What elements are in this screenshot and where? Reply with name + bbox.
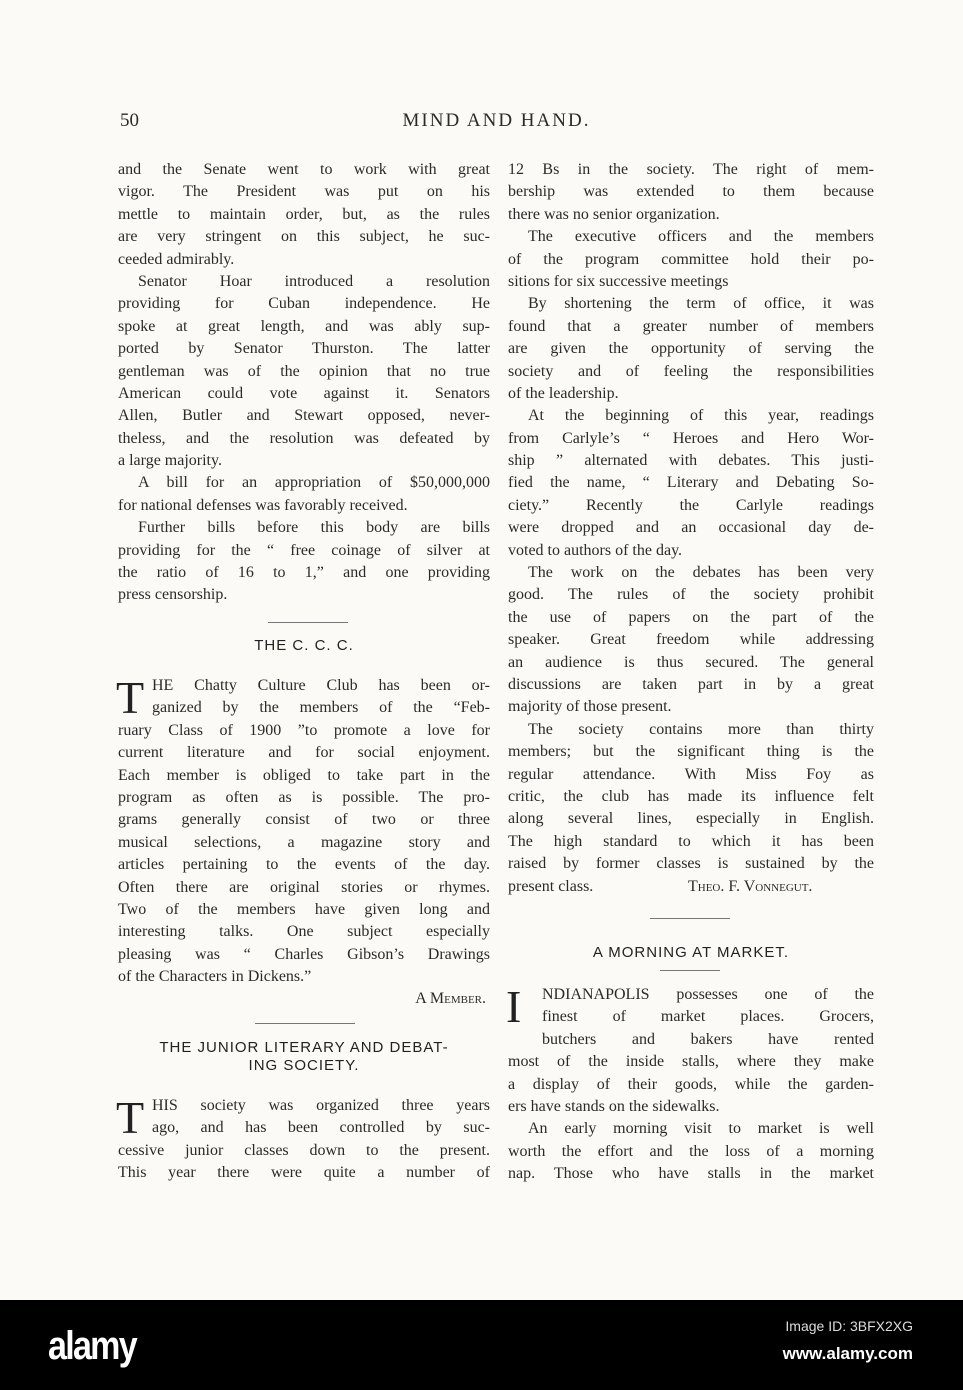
paragraph: [118, 159, 490, 271]
drop-cap: I: [506, 981, 522, 1032]
text-line: ceeded admirably.: [118, 250, 235, 268]
text-line: By shortening the term of office, it was: [528, 295, 874, 313]
paragraph: [118, 271, 490, 473]
text-line: ruary Class of 1900 ”to promote a love for: [118, 721, 490, 739]
text-line: ship ” alternated with debates. This justi-: [508, 452, 874, 470]
text-line: most of the inside stalls, where they make: [508, 1053, 874, 1071]
text-line: found that a greater number of members: [508, 317, 874, 335]
alamy-logo: alamy: [48, 1324, 136, 1368]
text-line: good. The rules of the society prohibit: [508, 586, 874, 604]
text-line: ciety.” Recently the Carlyle readings: [508, 496, 874, 514]
paragraph: [116, 672, 490, 988]
text-line: were dropped and an occasional day de-: [508, 519, 874, 537]
ccc-text: [116, 672, 490, 1011]
closing-line: [508, 876, 874, 898]
paragraph: [508, 562, 874, 719]
text-line: vigor. The President was put on his: [118, 183, 490, 201]
text-line: for national defenses was favorably received.: [118, 496, 408, 514]
text-line: providing for the “ free coinage of silver at: [118, 541, 490, 559]
text-line: cessive junior classes down to the present.: [118, 1141, 490, 1159]
section-divider: [660, 970, 720, 971]
text-line: The work on the debates has been very: [528, 564, 874, 582]
running-title: MIND AND HAND.: [402, 110, 591, 131]
paragraph: [508, 719, 874, 876]
author-signature: Theo. F. Vonnegut.: [688, 877, 813, 895]
paragraph: [508, 405, 874, 562]
heading-line: ING SOCIETY.: [248, 1057, 360, 1074]
text-line: are given the opportunity of serving the: [508, 340, 874, 358]
text-line: 12 Bs in the society. The right of mem-: [508, 161, 874, 178]
text-line: speaker. Great freedom while addressing: [508, 631, 874, 649]
site-url: www.alamy.com: [782, 1344, 913, 1363]
text-line: of the Characters in Dickens.”: [118, 968, 312, 986]
text-line: of the program committee hold their po-: [508, 250, 874, 268]
text-line: voted to authors of the day.: [508, 541, 683, 559]
text-line: ago, and has been controlled by suc-: [152, 1119, 490, 1137]
junior-text: [116, 1092, 490, 1185]
text-line: Two of the members have given long and: [118, 900, 490, 918]
text-line: A bill for an appropriation of $50,000,000: [138, 474, 490, 492]
text-line: finest of market places. Grocers,: [542, 1008, 874, 1026]
text-line: from Carlyle’s “ Heroes and Hero Wor-: [508, 429, 874, 447]
text-line: and the Senate went to work with great: [118, 161, 490, 178]
text-line: interesting talks. One subject especially: [118, 923, 490, 941]
text-line: spoke at great length, and was ably sup-: [118, 317, 490, 335]
text-line: The high standard to which it has been: [508, 832, 874, 850]
text-line: fied the name, “ Literary and Debating So-: [508, 474, 874, 492]
text-line: sitions for six successive meetings: [508, 272, 729, 290]
paragraph: [508, 293, 874, 405]
text-line: Senator Hoar introduced a resolution: [138, 272, 490, 290]
text-line: ganized by the members of the “Feb-: [152, 699, 490, 717]
watermark-banner: [0, 1300, 963, 1390]
text-line: HE Chatty Culture Club has been or-: [152, 677, 490, 694]
text-line: raised by former classes is sustained by the: [508, 855, 874, 873]
text-line: press censorship.: [118, 586, 228, 604]
text-line: HIS society was organized three years: [152, 1097, 490, 1114]
text-line: current literature and for social enjoyment.: [118, 744, 490, 762]
text-line: there was no senior organization.: [508, 205, 720, 223]
text-line: Each member is obliged to take part in the: [118, 766, 490, 784]
text-line: critic, the club has made its influence felt: [508, 787, 874, 805]
text-line: gentleman was of the opinion that no true: [118, 362, 490, 380]
page-number: 50: [120, 110, 139, 131]
text-line: along several lines, especially in English.: [508, 810, 874, 828]
text-line: Often there are original stories or rhymes.: [118, 878, 490, 896]
text-line: of the leadership.: [508, 384, 619, 402]
text-line: a display of their goods, while the garden-: [508, 1075, 874, 1093]
text-line: providing for Cuban independence. He: [118, 295, 490, 313]
image-id: Image ID: 3BFX2XG: [785, 1318, 913, 1334]
text-line: An early morning visit to market is well: [528, 1120, 874, 1138]
paragraph: [508, 1118, 874, 1185]
text-line: Further bills before this body are bills: [138, 519, 490, 537]
text-line: At the beginning of this year, readings: [528, 407, 874, 425]
text-line: present class.: [508, 877, 594, 895]
text-line: The society contains more than thirty: [528, 720, 874, 738]
text-line: society and of feeling the responsibilities: [508, 362, 874, 380]
text-line: an audience is thus secured. The general: [508, 653, 874, 671]
text-line: pleasing was “ Charles Gibson’s Drawings: [118, 945, 490, 963]
junior-continued-text: [508, 159, 874, 898]
section-heading-ccc: THE C. C. C.: [254, 637, 354, 654]
text-line: the ratio of 16 to 1,” and one providing: [118, 564, 490, 582]
heading-line: THE JUNIOR LITERARY AND DEBAT-: [159, 1039, 449, 1056]
text-line: regular attendance. With Miss Foy as: [508, 765, 874, 783]
text-line: theless, and the resolution was defeated by: [118, 429, 490, 447]
drop-cap: T: [116, 1092, 145, 1143]
section-heading-junior: [118, 1039, 490, 1075]
text-line: American could vote against it. Senators: [118, 384, 490, 402]
senate-text: [118, 159, 490, 607]
paragraph: [508, 159, 874, 226]
text-line: worth the effort and the loss of a morning: [508, 1142, 874, 1160]
section-divider: [650, 918, 730, 919]
text-line: The executive officers and the members: [528, 228, 874, 246]
text-line: nap. Those who have stalls in the market: [508, 1165, 874, 1183]
text-line: articles pertaining to the events of the day.: [118, 856, 490, 874]
paragraph: [118, 472, 490, 517]
section-heading-market: A MORNING AT MARKET.: [592, 944, 790, 961]
paragraph: [506, 981, 874, 1118]
text-line: bership was extended to them because: [508, 183, 874, 201]
text-line: majority of those present.: [508, 698, 672, 716]
market-text: [506, 981, 874, 1186]
section-divider: [255, 1023, 355, 1024]
text-line: a large majority.: [118, 452, 222, 470]
paragraph: [508, 226, 874, 293]
paragraph: [116, 1092, 490, 1185]
text-line: NDIANAPOLIS possesses one of the: [542, 986, 874, 1003]
section-divider: [268, 622, 348, 623]
text-line: program as often as is possible. The pro-: [118, 788, 490, 806]
text-line: grams generally consist of two or three: [118, 811, 490, 829]
text-line: mettle to maintain order, but, as the rules: [118, 205, 490, 223]
text-line: discussions are taken part in by a great: [508, 675, 874, 693]
text-line: musical selections, a magazine story and: [118, 833, 490, 851]
paragraph: [118, 517, 490, 607]
text-line: ported by Senator Thurston. The latter: [118, 340, 490, 358]
drop-cap: T: [116, 672, 145, 723]
text-line: This year there were quite a number of: [118, 1164, 490, 1182]
text-line: members; but the significant thing is the: [508, 743, 874, 761]
text-line: the use of papers on the part of the: [508, 608, 874, 626]
text-line: Allen, Butler and Stewart opposed, never-: [118, 407, 490, 425]
text-line: are very stringent on this subject, he suc-: [118, 228, 490, 246]
text-line: butchers and bakers have rented: [542, 1030, 874, 1048]
author-signature: A Member.: [415, 990, 486, 1008]
text-line: ers have stands on the sidewalks.: [508, 1097, 720, 1115]
